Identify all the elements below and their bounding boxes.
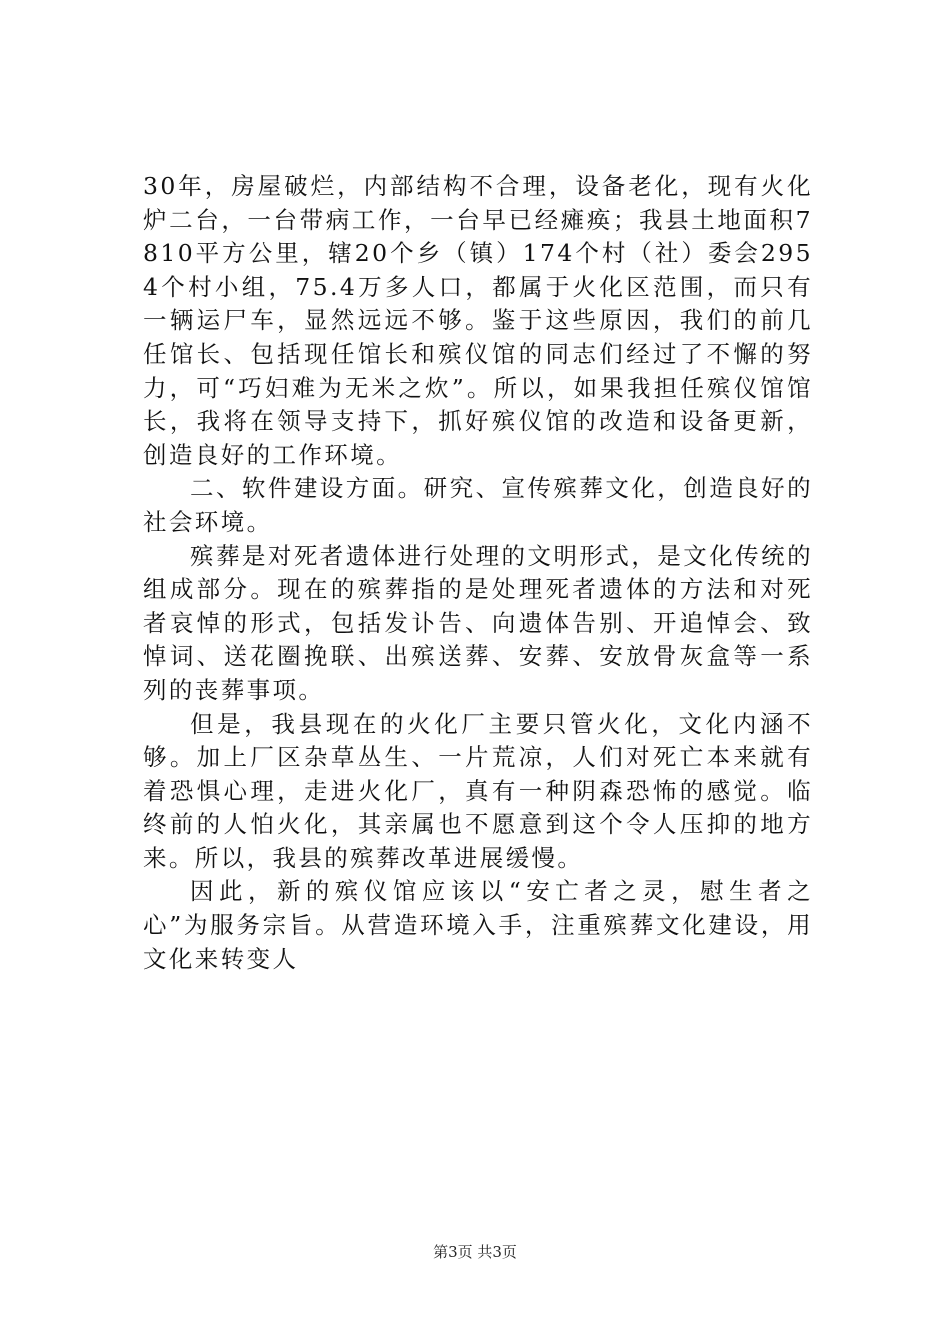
paragraph-software-heading: 二、软件建设方面。研究、宣传殡葬文化，创造良好的社会环境。 (143, 474, 813, 536)
paragraph-continuation: 30年，房屋破烂，内部结构不合理，设备老化，现有火化炉二台，一台带病工作，一台早已经瘫痪；我县土地面积7810平方公里，辖20个乡（镇）174个村（社）委会2954个村小组，75.4万多人口，都属于火化区范围，而只有一辆运尸车，显然远远不够。鉴于这些原因，我们的前几任馆长、包括现任馆长和殡仪馆的同志们经过了不懈的努力，可“巧妇难为无米之炊”。所以，如果我担任殡仪馆馆长，我将在领导支持下，抓好殡仪馆的改造和设备更新，创造良好的工作环境。 (143, 172, 813, 469)
page-footer: 第3页 共3页 (433, 1243, 517, 1261)
paragraph-service-purpose: 因此，新的殡仪馆应该以“安亡者之灵，慰生者之心”为服务宗旨。从营造环境入手，注重殡葬文化建设，用文化来转变人 (143, 877, 813, 973)
document-body (143, 170, 813, 976)
paragraph-funeral-definition: 殡葬是对死者遗体进行处理的文明形式，是文化传统的组成部分。现在的殡葬指的是处理死者遗体的方法和对死者哀悼的形式，包括发讣告、向遗体告别、开追悼会、致悼词、送花圈挽联、出殡送葬、安葬、安放骨灰盒等一系列的丧葬事项。 (143, 541, 813, 704)
paragraph-current-situation: 但是，我县现在的火化厂主要只管火化，文化内涵不够。加上厂区杂草丛生、一片荒凉，人们对死亡本来就有着恐惧心理，走进火化厂，真有一种阴森恐怖的感觉。临终前的人怕火化，其亲属也不愿意到这个令人压抑的地方来。所以，我县的殡葬改革进展缓慢。 (143, 709, 813, 872)
